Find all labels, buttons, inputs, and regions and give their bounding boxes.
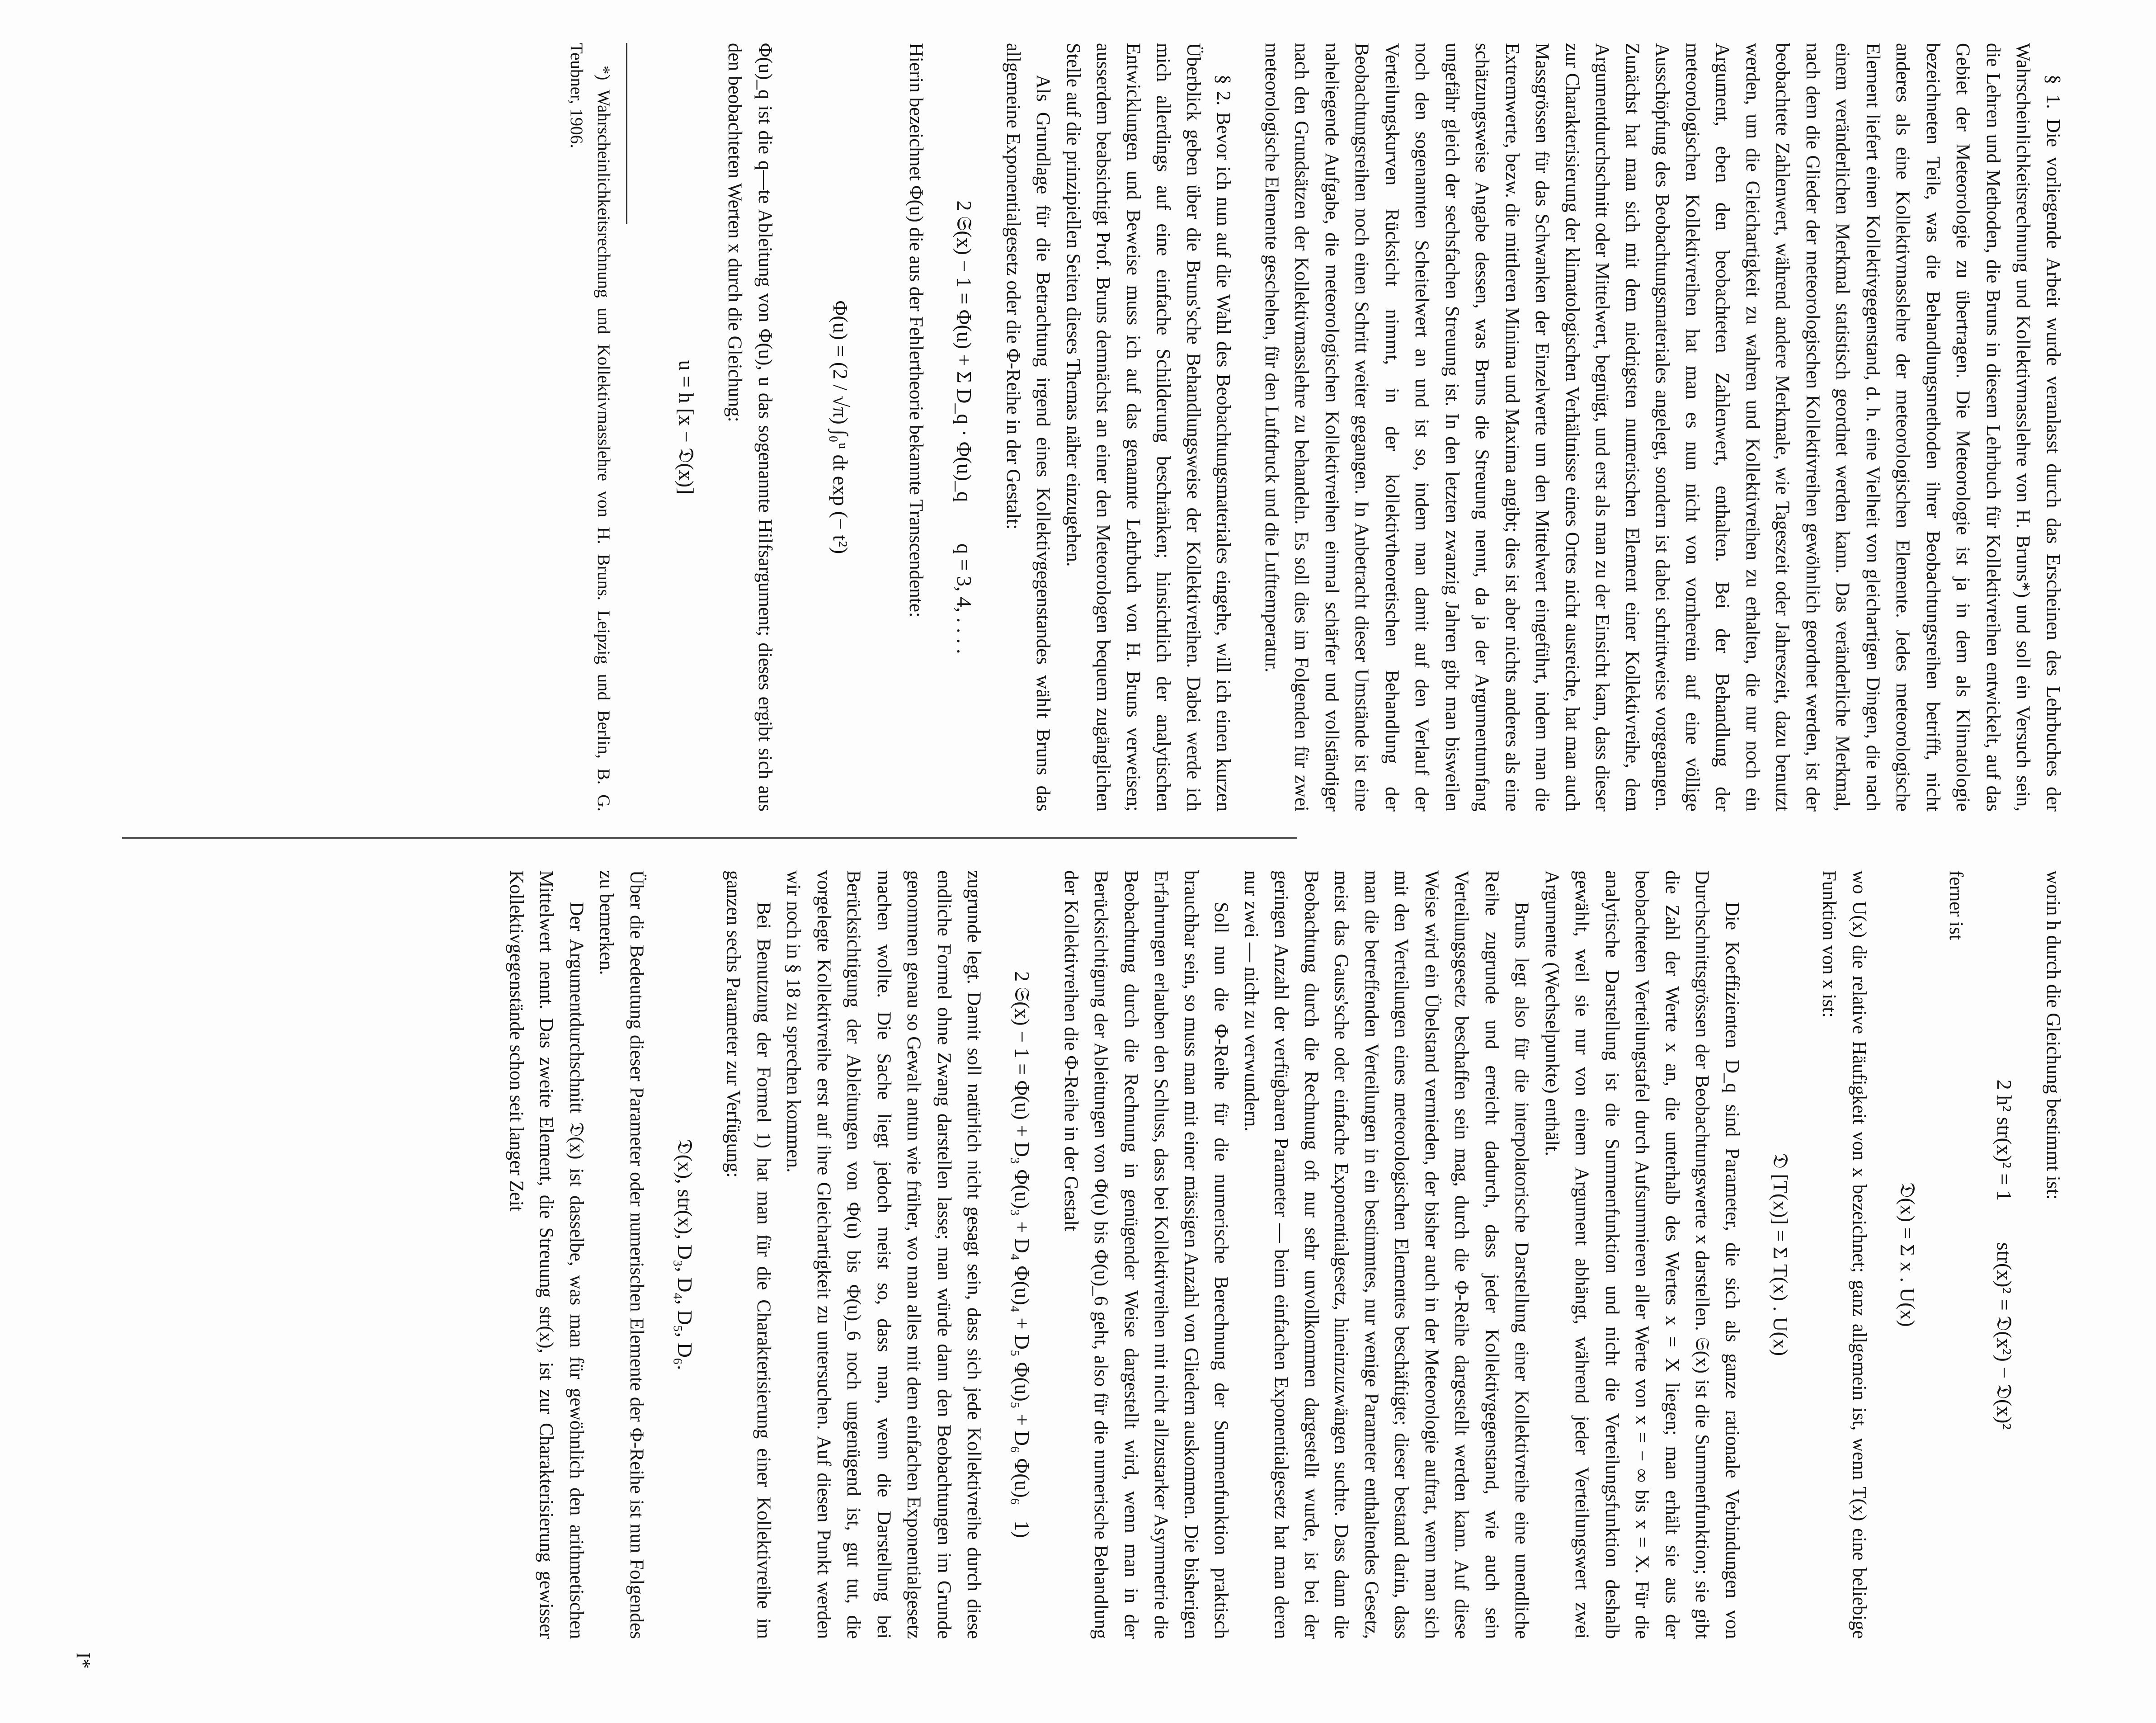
relative-frequency-text: wo U(x) die relative Häufigkeit von x bezeichnet; ganz allgemein ist, wenn T(x) eine beliebige Funktion von x ist: — [1818, 870, 1870, 1639]
ferner-text: ferner ist — [1945, 870, 1967, 940]
right-column — [501, 870, 2068, 1639]
h-definition-text: worin h durch die Gleichung bestimmt ist: — [2043, 870, 2064, 1200]
section-1-paragraph: § 1. Die vorliegende Arbeit wurde veranlasst durch das Erscheinen des Lehrbuches der Wahrscheinlichkeitsrechnung und Kollektivmasslehre von H. Bruns*) und soll ein Versuch sein, die Lehren und Methoden, die Bruns in diesem Lehrbuch für Kollektivreihen entwickelt, auf das Gebiet der Meteorologie zu übertragen. Die Meteorologie ist ja in dem als Klimatologie bezeichneten Teile, was die Behandlungsmethoden ihrer Beobachtungsreihen betrifft, nicht anderes als eine Kollektivmasslehre der meteorologischen Elemente. Jedes meteorologische Element liefert einen Kollektivgegenstand, d. h. eine Vielheit von gleichartigen Dingen, die nach einem veränderlichen Merkmal statistisch geordnet werden kann. Das veränderliche Merkmal, nach dem die Glieder der meteorologischen Kollektivreihen gewöhnlich geordnet werden, ist der beobachtete Zahlenwert, während andere Merkmale, wie Tageszeit oder Jahreszeit, dazu benutzt werden, um die Gleichartigkeit zu wahren und Kollektivreihen zu erhalten, die nur noch ein Argument, eben den beobachteten Zahlenwert, enthalten. Bei der Behandlung der meteorologischen Kollektivreihen hat man es nun nicht von vornherein auf eine völlige Ausschöpfung des Beobachtungsmateriales angelegt, sondern ist dabei schrittweise vorgegangen. Zunächst hat man sich mit dem niedrigsten numerischen Element einer Kollektivreihe, dem Argumentdurchschnitt oder Mittelwert, begnügt, und erst als man zu der Einsicht kam, dass dieser zur Charakterisierung der klimatologischen Verhältnisse eines Ortes nicht ausreiche, hat man auch Massgrössen für das Schwanken der Einzelwerte um den Mittelwert eingeführt, indem man die Extremwerte, bezw. die mittleren Minima und Maxima angibt; dies ist aber nichts anderes als eine schätzungsweise Angabe dessen, was Bruns die Streuung nennt, da ja der Argumentumfang ungefähr gleich der sechsfachen Streuung ist. In den letzten zwanzig Jahren gibt man bisweilen noch den sogenannten Scheitelwert an und ist so, indem man damit auf den Verlauf der Verteilungskurven Rücksicht nimmt, in der kollektivtheoretischen Behandlung der Beobachtungsreihen noch einen Schritt weiter gegangen. In Anbetracht dieser Umstände ist eine naheliegende Aufgabe, die meteorologischen Kollektivreihen einmal schärfer und vollständiger nach den Grundsätzen der Kollektivmasslehre zu behandeln. Es soll dies im Folgenden für zwei meteorologische Elemente geschehen, für den Luftdruck und die Lufttemperatur. — [1261, 43, 2064, 812]
footnote: *) Wahrscheinlichkeitsrechnung und Kollektivmasslehre von H. Bruns. Leipzig und Berlin, B. G. Teubner, 1906. — [567, 43, 613, 812]
argumentdurchschnitt-paragraph: Der Argumentdurchschnitt 𝔇(x) ist dasselbe, was man für gewöhnlich den arithmetischen Mittelwert nennt. Das zweite Element, die Streuung str(x), ist zur Charakterisierung gewisser Kollektivgegenstände schon seit langer Zeit — [506, 870, 587, 1639]
section-2-paragraph: § 2. Bevor ich nun auf die Wahl des Beobachtungsmateriales eingehe, will ich einen kurzen Überblick geben über die Bruns'sche Behandlungsweise der Kollektivreihen. Dabei werde ich mich allerdings auf eine einfache Schilderung beschränken; hinsichtlich der analytischen Entwicklungen und Beweise muss ich auf das genannte Lehrbuch von H. Bruns verweisen; ausserdem beabsichtigt Prof. Bruns demnächst an einer den Meteorologen bequem zugänglichen Stelle auf die prinzipiellen Seiten dieses Themas näher einzugehen. — [1063, 43, 1234, 812]
equation-durchschnitt: 𝔇(x) = Σ x . U(x) — [1896, 1182, 1919, 1327]
section-2-basis-paragraph: Als Grundlage für die Betrachtung irgend eines Kollektivgegenstandes wählt Bruns das allgemeine Exponentialgesetz oder die Φ-Reihe in der Gestalt: — [1003, 43, 1054, 812]
bruns-paragraph: Bruns legt also für die interpolatorische Darstellung einer Kollektivreihe eine unendliche Reihe zugrunde und erreicht dadurch, dass jeder Kollektivgegenstand, wie auch sein Verteilungsgesetz beschaffen sein mag, durch die Φ-Reihe dargestellt werden kann. Auf diese Weise wird ein Übelstand vermieden, der bisher auch in der Meteorologie auftrat, wenn man sich mit den Verteilungen eines meteorologischen Elementes beschäftigte; dieser bestand darin, dass man die betreffenden Verteilungen in ein bestimmtes, nur wenige Parameter enthaltendes Gesetz, meist das Gauss'sche oder einfache Exponentialgesetz, hineinzuzwängen suchte. Dass dann die Beobachtung durch die Rechnung oft nur sehr unvollkommen dargestellt wurde, ist bei der geringen Anzahl der verfügbaren Parameter — beim einfachen Exponentialgesetz hat man deren nur zwei — nicht zu verwundern. — [1241, 870, 1533, 1639]
column-divider — [122, 837, 1297, 839]
equation-durchschnitt-T: 𝔇 [T(x)] = Σ T(x) . U(x) — [1769, 1153, 1792, 1356]
equation-phi-integral: Φ(u) = (2 / √π) ∫₀ᵘ dt exp (− t²) — [829, 300, 852, 554]
equation-formula-1: 2 𝔖(x) − 1 = Φ(u) + D₃ Φ(u)₃ + D₄ Φ(u)₄ + D₅ Φ(u)₅ + D₆ Φ(u)₆ 1) — [1011, 971, 1034, 1538]
left-column — [563, 43, 2068, 812]
equation-hilfsargument: u = h [x − 𝔇(x)] — [675, 360, 698, 495]
equation-phi-series: 2 𝔖(x) − 1 = Φ(u) + Σ D_q · Φ(u)_q q = 3, 4, . . . . — [953, 200, 976, 654]
bedeutung-paragraph: Über die Bedeutung dieser Parameter oder numerischen Elemente der Φ-Reihe ist nun Folgendes zu bemerken. — [596, 870, 647, 1639]
benutzung-paragraph: Bei Benutzung der Formel 1) hat man für die Charakterisierung einer Kollektivreihe im ganzen sechs Parameter zur Verfügung: — [723, 870, 774, 1639]
derivative-text: Φ(u)_q ist die q—te Ableitung von Φ(u), u das sogenannte Hilfsargument; dieses ergibt sich aus den beobachteten Werten x durch die Gleichung: — [724, 43, 776, 812]
zugrunde-paragraph: zugrunde legt. Damit soll natürlich nicht gesagt sein, dass sich jede Kollektivreihe durch diese endliche Formel ohne Zwang darstellen lasse; man würde dann den Beobachtungen im Grunde genommen genau so Gewalt antun wie früher, wo man alles mit dem einfachen Exponentialgesetz machen wollte. Die Sache liegt jedoch meist so, dass man, wenn die Darstellung bei Berücksichtigung der Ableitungen von Φ(u) bis Φ(u)_6 noch ungenügend ist, gut tut, die vorgelegte Kollektivreihe erst auf ihre Gleichartigkeit zu untersuchen. Auf diesen Punkt werden wir noch in § 18 zu sprechen kommen. — [783, 870, 985, 1639]
equation-parameters: 𝔇(x), str(x), D₃, D₄, D₅, D₆. — [673, 1139, 697, 1370]
soll-paragraph: Soll nun die Φ-Reihe für die numerische Berechnung der Summenfunktion praktisch brauchbar sein, so muss man mit einer mässigen Anzahl von Gliedern auskommen. Die bisherigen Erfahrungen erlauben den Schluss, dass bei Kollektivreihen mit nicht allzustarker Asymmetrie die Beobachtung durch die Rechnung in genügender Weise dargestellt wird, wenn man in der Berücksichtigung der Ableitungen von Φ(u) bis Φ(u)_6 geht, also für die numerische Behandlung der Kollektivreihen die Φ-Reihe in der Gestalt — [1060, 870, 1232, 1639]
footnote-rule — [626, 43, 627, 224]
page-signature-mark: I* — [72, 1652, 94, 1669]
transcendent-text: Hierin bezeichnet Φ(u) die aus der Fehlertheorie bekannte Transcendente: — [905, 43, 927, 618]
coefficients-paragraph: Die Koeffizienten D_q sind Parameter, die sich als ganze rationale Verbindungen von Durchschnittsgrössen der Beobachtungswerte x darstellen. 𝔖(x) ist die Summenfunktion; sie gibt die Zahl der Werte x an, die unterhalb des Wertes x = X liegen; man erhält sie aus der beobachteten Verteilungstafel durch Aufsummieren aller Werte von x = − ∞ bis x = X. Für die analytische Darstellung ist die Summenfunktion und nicht die Verteilungsfunktion deshalb gewählt, weil sie nur von einem Argument abhängt, während jeder Verteilungswert zwei Argumente (Wechselpunkte) enthält. — [1541, 870, 1743, 1639]
equation-streuung: 2 h² str(x)² = 1 str(x)² = 𝔇(x²) − 𝔇(x)² — [1993, 1079, 2016, 1430]
